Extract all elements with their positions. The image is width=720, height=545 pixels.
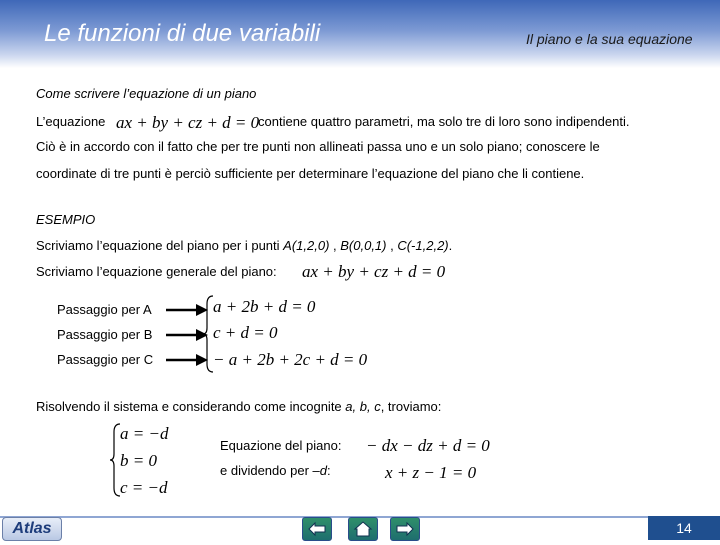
solve-suffix: , troviamo: [380, 399, 442, 414]
separator-1: , [329, 238, 341, 253]
plane-equation: − dx − dz + d = 0 [366, 436, 490, 455]
system-eq-c: − a + 2b + 2c + d = 0 [213, 350, 368, 369]
header-bar [0, 0, 720, 68]
section-heading: Come scrivere l’equazione di un piano [36, 86, 257, 101]
solve-line [36, 399, 441, 415]
divide-var: –d [312, 463, 327, 478]
home-icon [349, 518, 377, 540]
separator-2: , [386, 238, 398, 253]
example-line-1-end: . [448, 238, 453, 253]
divide-suffix: : [326, 463, 331, 478]
point-a: A(1,2,0) [283, 238, 330, 253]
arrow-right-icon [166, 328, 208, 342]
arrow-right-icon [166, 353, 208, 367]
solve-vars: a, b, c [345, 399, 381, 414]
example-line-1 [36, 238, 452, 254]
page-title: Le funzioni di due variabili [44, 20, 321, 47]
arrow-right-icon [391, 518, 419, 540]
arrow-left-icon [303, 518, 331, 540]
solution-b: b = 0 [120, 451, 157, 470]
general-equation: ax + by + cz + d = 0 [116, 113, 260, 132]
divide-line [220, 463, 331, 479]
example-line-2: Scriviamo l’equazione generale del piano: [36, 264, 277, 279]
intro-line-2: Ciò è in accordo con il fatto che per tre punti non allineati passa uno e un solo piano; conoscere le [36, 139, 600, 154]
atlas-logo: Atlas [2, 517, 62, 541]
page-number: 14 [648, 516, 720, 540]
solution-a: a = −d [120, 424, 169, 443]
home-button[interactable] [348, 517, 378, 541]
general-equation-repeat: ax + by + cz + d = 0 [302, 262, 446, 281]
plane-simplified: x + z − 1 = 0 [385, 463, 477, 482]
intro-suffix: contiene quattro parametri, ma solo tre di loro sono indipendenti. [258, 114, 630, 129]
point-c: C(-1,2,2) [397, 238, 449, 253]
divide-prefix: e dividendo per [220, 463, 313, 478]
intro-line-3: coordinate di tre punti è perciò sufficiente per determinare l’equazione del piano che li contiene. [36, 166, 585, 181]
solve-prefix: Risolvendo il sistema e considerando come incognite [36, 399, 346, 414]
page-subtitle: Il piano e la sua equazione [526, 31, 693, 47]
example-line-1-prefix: Scriviamo l’equazione del piano per i punti [36, 238, 284, 253]
arrow-right-icon [166, 303, 208, 317]
prev-button[interactable] [302, 517, 332, 541]
solution-c: c = −d [120, 478, 168, 497]
pass-c-label: Passaggio per C [57, 352, 154, 367]
example-label: ESEMPIO [36, 212, 96, 227]
pass-b-label: Passaggio per B [57, 327, 153, 342]
next-button[interactable] [390, 517, 420, 541]
system-eq-a: a + 2b + d = 0 [213, 297, 316, 316]
pass-a-label: Passaggio per A [57, 302, 152, 317]
intro-prefix: L’equazione [36, 114, 106, 129]
system-eq-b: c + d = 0 [213, 323, 278, 342]
point-b: B(0,0,1) [340, 238, 387, 253]
plane-equation-label: Equazione del piano: [220, 438, 342, 453]
